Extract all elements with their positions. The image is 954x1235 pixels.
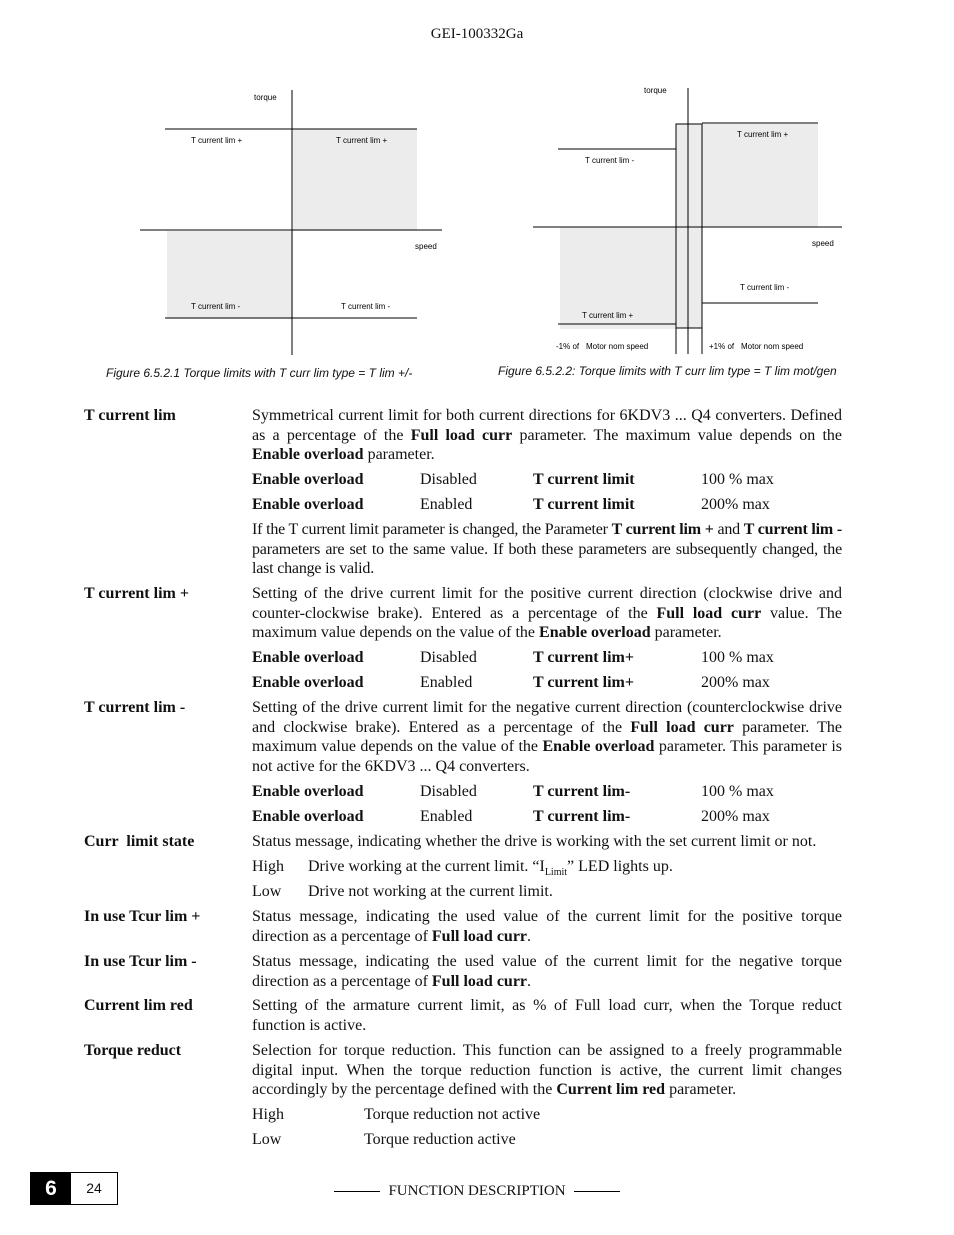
figure-2-caption: Figure 6.5.2.2: Torque limits with T curr lim type = T lim mot/gen — [498, 364, 837, 378]
desc-curr-limit-state: Status message, indicating whether the drive is working with the set current limit or not. — [252, 833, 817, 850]
document-id: GEI-100332Ga — [430, 26, 524, 42]
figure-torque-limits-symmetric — [130, 85, 450, 360]
figure-torque-limits-mot-gen — [530, 80, 850, 360]
label-bottom-right: T current lim - — [740, 283, 790, 292]
page-number: 24 — [86, 1180, 102, 1196]
note-t-current-lim: If the T current limit parameter is changed, the Parameter T current lim + and T current lim - parameters are set to the same value. If both these parameters are subsequently changed, the last change is valid. — [252, 521, 842, 577]
desc-torque-reduct: Selection for torque reduction. This function can be assigned to a freely programmable digital input. When the torque reduction function is active, the current limit changes accordingly by the percentage defined with the Current lim red parameter. — [252, 1042, 842, 1098]
footer-title: FUNCTION DESCRIPTION — [388, 1183, 566, 1199]
desc-in-use-tcur-lim-minus: Status message, indicating the used value of the current limit for the negative torque direction as a percentage of Full load curr. — [252, 953, 842, 990]
term-in-use-tcur-lim-minus: In use Tcur lim - — [84, 953, 197, 970]
desc-in-use-tcur-lim-plus: Status message, indicating the used value of the current limit for the positive torque direction as a percentage of Full load curr. — [252, 908, 842, 945]
figure-1-caption: Figure 6.5.2.1 Torque limits with T curr lim type = T lim +/- — [106, 366, 413, 380]
torque-axis-label: torque — [254, 93, 277, 102]
torque-axis-label: torque — [644, 86, 667, 95]
tick-pos-label: +1% of — [709, 342, 735, 351]
label-bottom-left: T current lim - — [191, 302, 241, 311]
footer-title-row — [0, 1183, 954, 1200]
label-top-left: T current lim + — [191, 136, 243, 145]
tick-pos-text: Motor nom speed — [741, 342, 804, 351]
chapter-number: 6 — [31, 1173, 71, 1204]
term-in-use-tcur-lim-plus: In use Tcur lim + — [84, 908, 201, 925]
quadrant-shade-top-right — [702, 124, 818, 227]
deadband-left — [676, 124, 688, 328]
term-t-current-lim: T current lim — [84, 407, 176, 424]
term-current-lim-red: Current lim red — [84, 997, 193, 1014]
label-top-right: T current lim + — [737, 130, 789, 139]
desc-t-current-lim-plus: Setting of the drive current limit for the positive current direction (clockwise drive and counter-clockwise brake). Entered as a percentage of the Full load curr value. The maximum value depends on the value of the Enable overload parameter. — [252, 585, 843, 641]
speed-axis-label: speed — [812, 239, 834, 248]
deadband-right — [688, 124, 702, 328]
footer-rule-right — [574, 1191, 620, 1192]
term-curr-limit-state: Curr limit state — [84, 833, 195, 850]
label-top-right: T current lim + — [336, 136, 388, 145]
label-bottom-right: T current lim - — [341, 302, 391, 311]
tick-neg-label: -1% of — [556, 342, 580, 351]
footer-rule-left — [334, 1191, 380, 1192]
term-t-current-lim-minus: T current lim - — [84, 699, 186, 716]
desc-current-lim-red: Setting of the armature current limit, as % of Full load curr, when the Torque reduct function is active. — [252, 997, 842, 1034]
tick-neg-text: Motor nom speed — [586, 342, 649, 351]
desc-t-current-lim-minus: Setting of the drive current limit for the negative current direction (counterclockwise drive and clockwise brake). Entered as a percentage of the Full load curr parameter. The maximum value depends on the value of the Enable overload parameter. This parameter is not active for the 6KDV3 ... Q4 converters. — [252, 699, 843, 775]
term-torque-reduct: Torque reduct — [84, 1042, 182, 1059]
term-t-current-lim-plus: T current lim + — [84, 585, 189, 602]
desc-t-current-lim: Symmetrical current limit for both current directions for 6KDV3 ... Q4 converters. Defined as a percentage of the Full load curr parameter. The maximum value depends on the Enable overload parameter. — [252, 407, 842, 463]
label-bottom-left: T current lim + — [582, 311, 634, 320]
speed-axis-label: speed — [415, 242, 437, 251]
label-top-left: T current lim - — [585, 156, 635, 165]
